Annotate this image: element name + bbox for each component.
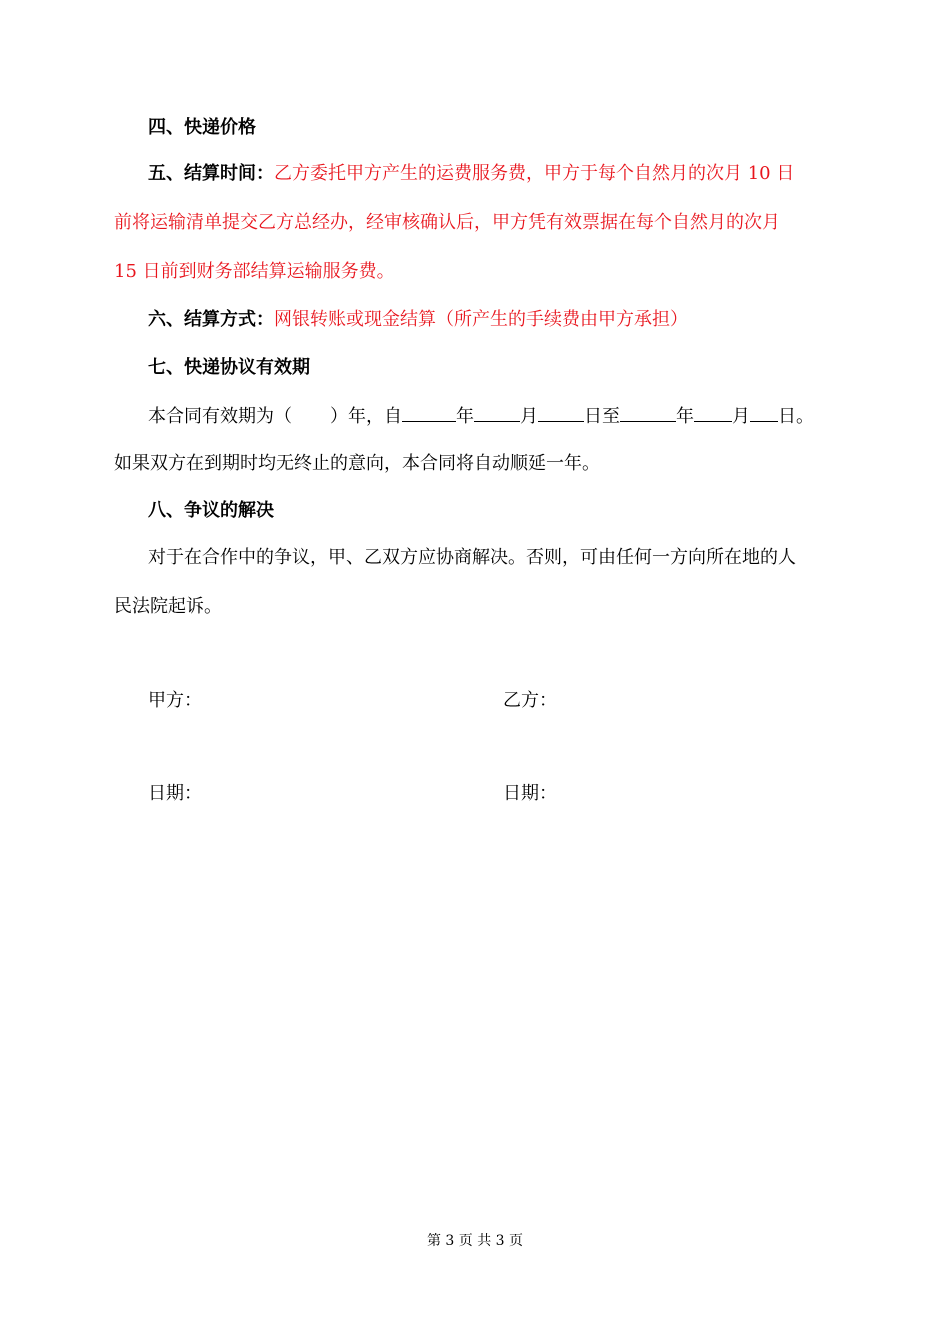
end-month-label: 月 <box>732 406 750 427</box>
section-6-heading: 六、结算方式： <box>148 309 274 330</box>
start-year-blank <box>402 403 456 422</box>
section-8-text-1: 对于在合作中的争议，甲、乙双方应协商解决。否则，可由任何一方向所在地的人 <box>148 547 796 568</box>
validity-text-start: 本合同有效期为（ <box>148 406 292 427</box>
start-month-blank <box>474 403 520 422</box>
section-8-heading: 八、争议的解决 <box>148 500 274 521</box>
start-year-label: 年 <box>456 406 474 427</box>
end-day-blank <box>750 403 778 422</box>
section-5-heading: 五、结算时间： <box>148 163 274 184</box>
start-day-blank <box>538 403 584 422</box>
party-b-label: 乙方： <box>503 690 557 711</box>
end-day-label: 日。 <box>778 406 814 427</box>
party-a-date-label: 日期： <box>148 783 202 804</box>
start-day-label: 日至 <box>584 406 620 427</box>
auto-renewal-text: 如果双方在到期时均无终止的意向，本合同将自动顺延一年。 <box>114 453 600 474</box>
section-4-heading: 四、快递价格 <box>148 117 256 138</box>
party-a-label: 甲方： <box>148 690 202 711</box>
section-5-text-1: 乙方委托甲方产生的运费服务费，甲方于每个自然月的次月 10 日 <box>274 163 795 184</box>
section-6-line <box>148 308 688 332</box>
section-5-text-3: 15 日前到财务部结算运输服务费。 <box>114 261 395 282</box>
party-b-date-label: 日期： <box>503 783 557 804</box>
section-5-line-1 <box>148 162 794 186</box>
end-month-blank <box>694 403 732 422</box>
section-7-heading: 七、快递协议有效期 <box>148 357 310 378</box>
validity-text-from: ）年，自 <box>330 406 402 427</box>
validity-period-line <box>148 403 814 429</box>
section-5-text-2: 前将运输清单提交乙方总经办，经审核确认后，甲方凭有效票据在每个自然月的次月 <box>114 212 780 233</box>
end-year-blank <box>620 403 676 422</box>
section-6-text: 网银转账或现金结算（所产生的手续费由甲方承担） <box>274 309 688 330</box>
section-8-text-2: 民法院起诉。 <box>114 596 222 617</box>
end-year-label: 年 <box>676 406 694 427</box>
page-number: 第 3 页 共 3 页 <box>426 1233 524 1249</box>
start-month-label: 月 <box>520 406 538 427</box>
